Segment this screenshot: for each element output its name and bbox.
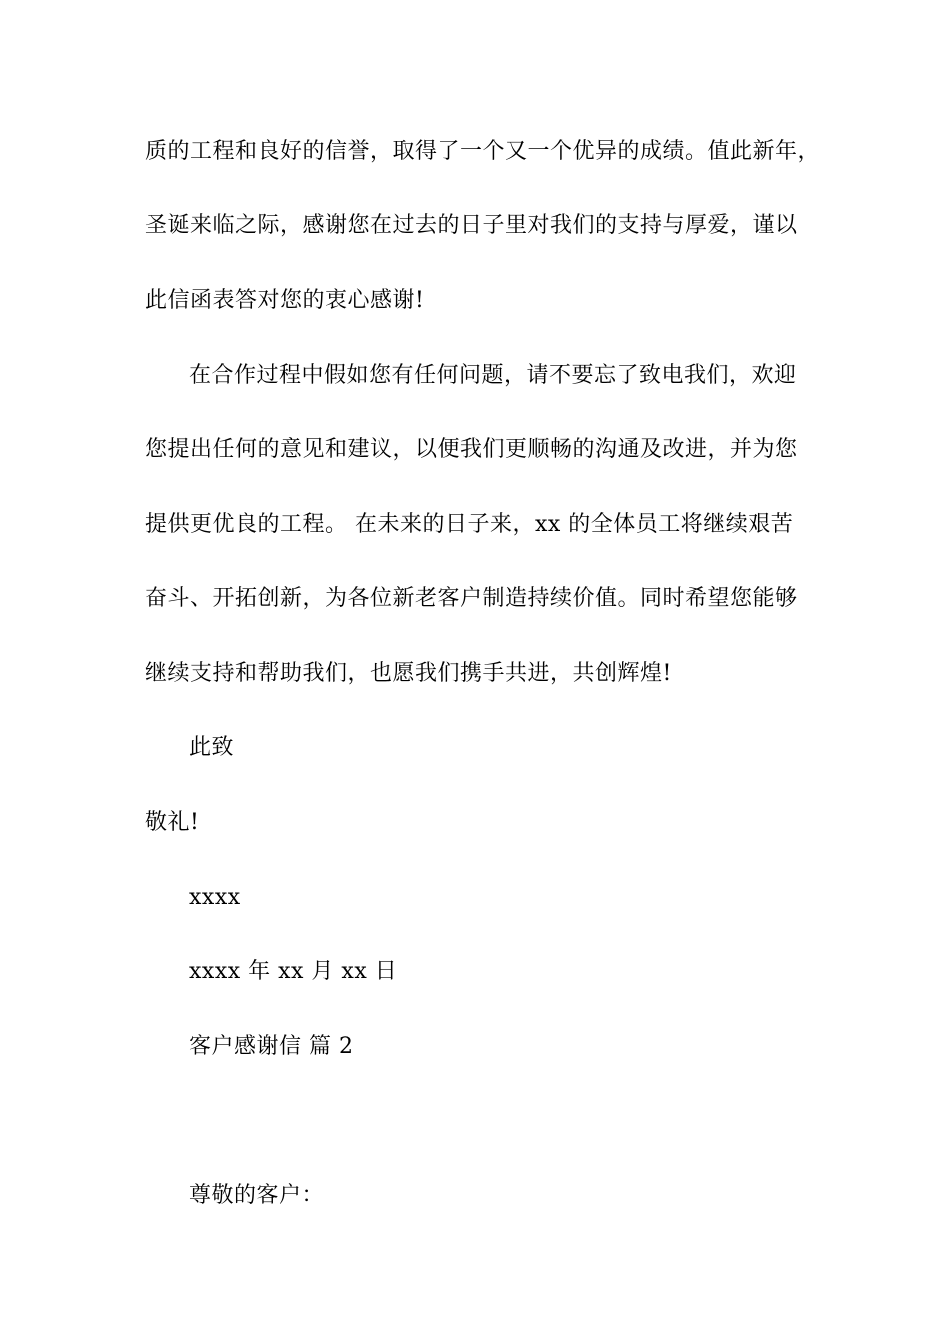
paragraph-2-line-2: 您提出任何的意见和建议，以便我们更顺畅的沟通及改进，并为您: [145, 437, 798, 462]
paragraph-1-line-1: 质的工程和良好的信誉，取得了一个又一个优异的成绩。值此新年，: [145, 139, 821, 164]
paragraph-1-line-2: 圣诞来临之际，感谢您在过去的日子里对我们的支持与厚爱，谨以: [145, 213, 798, 238]
paragraph-2-line-5: 继续支持和帮助我们，也愿我们携手共进，共创辉煌!: [145, 661, 672, 686]
paragraph-2-line-4: 奋斗、开拓创新，为各位新老客户制造持续价值。同时希望您能够: [145, 586, 798, 611]
letter-greeting: 尊敬的客户：: [189, 1183, 325, 1208]
sender-name: xxxx: [189, 885, 241, 910]
paragraph-2-line-3: 提供更优良的工程。 在未来的日子来，xx 的全体员工将继续艰苦: [145, 512, 794, 537]
closing-regards: 敬礼!: [145, 810, 200, 835]
closing-salutation: 此致: [189, 735, 235, 760]
section-title: 客户感谢信 篇 2: [189, 1034, 354, 1059]
letter-date: xxxx 年 xx 月 xx 日: [189, 959, 398, 984]
paragraph-2-line-1: 在合作过程中假如您有任何问题，请不要忘了致电我们，欢迎: [189, 363, 797, 388]
paragraph-1-line-3: 此信函表答对您的衷心感谢!: [145, 288, 425, 313]
